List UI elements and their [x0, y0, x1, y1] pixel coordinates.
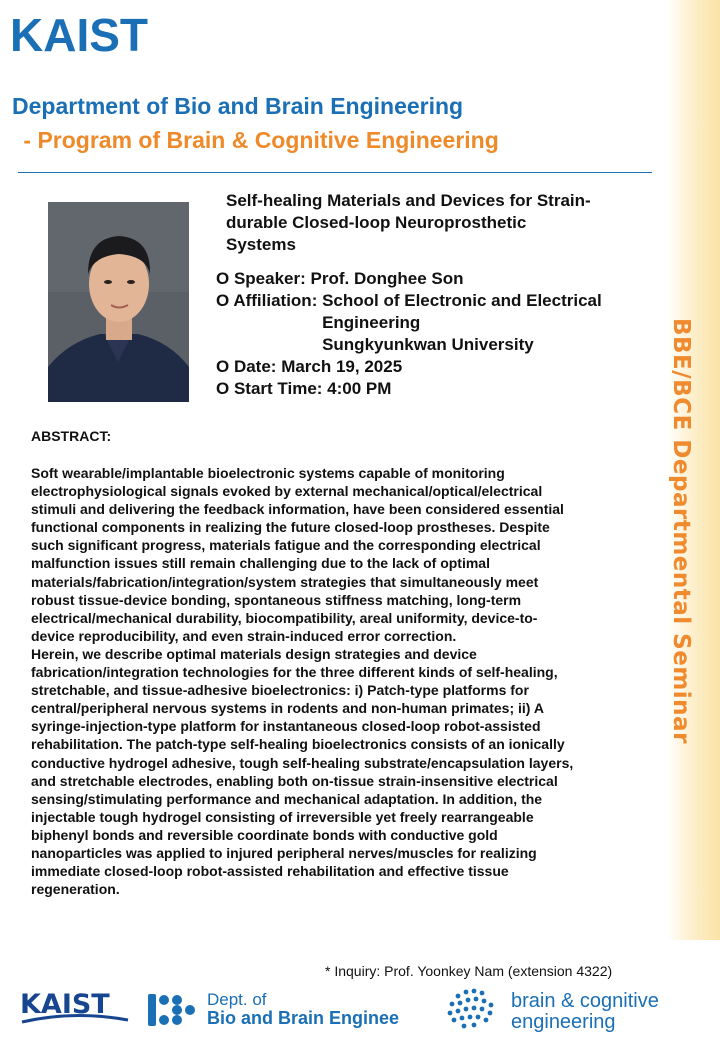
kaist-heading: KAIST — [10, 9, 148, 61]
abstract-line: injectable tough hydrogel consisting of irreversible yet freely rearrangeable — [31, 808, 534, 825]
abstract-line: immediate closed-loop robot-assisted rehabilitation and effective tissue — [31, 863, 509, 880]
abstract-line: device reproducibility, and even strain-induced error correction. — [31, 627, 457, 644]
kaist-logo-text: KAIST — [20, 989, 110, 1020]
date-value: March 19, 2025 — [281, 357, 403, 376]
affiliation-line: School of Electronic and Electrical — [322, 291, 602, 310]
department-title: Department of Bio and Brain Engineering — [12, 93, 464, 119]
abstract-heading: ABSTRACT: — [31, 428, 112, 444]
date-label: O Date: — [216, 357, 282, 376]
affiliation-label: O Affiliation: — [216, 291, 323, 310]
talk-title-line: Self-healing Materials and Devices for Strain- — [226, 191, 591, 210]
bce-logo-line1: brain & cognitive — [511, 990, 659, 1012]
dept-logo-line2: Bio and Brain Enginee — [207, 1008, 400, 1028]
abstract-line: Herein, we describe optimal materials design strategies and device — [31, 645, 477, 662]
dept-logo-icon — [146, 990, 200, 1035]
abstract-line: Soft wearable/implantable bioelectronic systems capable of monitoring — [31, 465, 505, 481]
affiliation-row — [216, 290, 602, 356]
abstract-line: electrical/mechanical durability, biocompatibility, areal uniformity, device-to- — [31, 609, 538, 626]
abstract-line: sensing/stimulating performance and mechanical adaptation. In addition, the — [31, 790, 543, 807]
speaker-row — [216, 268, 602, 290]
abstract-line: conductive hydrogel adhesive, tough self-healing substrate/encapsulation layers, — [31, 754, 574, 771]
affiliation-value — [322, 290, 602, 356]
talk-title-line: Systems — [226, 235, 296, 254]
bce-logo-line2: engineering — [511, 1011, 616, 1033]
abstract-line: stretchable, and tissue-adhesive bioelectronics: i) Patch-type platforms for — [31, 682, 529, 699]
affiliation-line: Sungkyunkwan University — [322, 335, 534, 354]
program-title: - Program of Brain & Cognitive Engineering — [17, 127, 499, 153]
header-divider — [18, 172, 652, 173]
abstract-line: electrophysiological signals evoked by external mechanical/optical/electrical — [31, 483, 543, 500]
abstract-line: rehabilitation. The patch-type self-healing bioelectronics consists of an ionically — [31, 736, 565, 753]
time-value: 4:00 PM — [327, 379, 392, 398]
abstract-line: robust tissue-device bonding, spontaneous stiffness matching, long-term — [31, 591, 522, 608]
abstract-line: biphenyl bonds and reversible coordinate bonds with conductive gold — [31, 826, 498, 843]
talk-title — [226, 190, 656, 256]
affiliation-line: Engineering — [322, 313, 421, 332]
abstract-body — [31, 464, 661, 898]
abstract-line: central/peripheral nervous systems in rodents and non-human primates; ii) A — [31, 700, 544, 717]
abstract-line: syringe-injection-type platform for instantaneous closed-loop robot-assisted — [31, 718, 541, 735]
abstract-line: materials/fabrication/integration/system strategies that simultaneously meet — [31, 573, 539, 590]
abstract-line: malfunction issues still remain challenging due to the lack of optimal — [31, 555, 490, 572]
speaker-label: O Speaker: — [216, 269, 311, 288]
kaist-logo — [16, 986, 131, 1030]
speaker-name: Prof. Donghee Son — [310, 269, 464, 288]
speaker-photo — [48, 202, 189, 402]
abstract-line: fabrication/integration technologies for the three different kinds of self-healing, — [31, 664, 558, 681]
side-banner-text: BBE/BCE Departmental Seminar — [668, 318, 694, 744]
time-label: O Start Time: — [216, 379, 328, 398]
abstract-line: functional components in realizing the future closed-loop prostheses. Despite — [31, 519, 550, 536]
abstract-line: stimuli and delivering the feedback information, have been considered essential — [31, 501, 564, 518]
time-row — [216, 378, 602, 400]
abstract-line: and stretchable electrodes, enabling both on-tissue strain-insensitive electrical — [31, 772, 558, 789]
abstract-line: regeneration. — [31, 881, 120, 898]
talk-title-line: durable Closed-loop Neuroprosthetic — [226, 213, 527, 232]
brain-logo-icon — [444, 986, 500, 1037]
date-row — [216, 356, 602, 378]
inquiry-contact: * Inquiry: Prof. Yoonkey Nam (extension 4322) — [325, 963, 613, 979]
dept-logo-line1: Dept. of — [207, 990, 267, 1009]
abstract-line: nanoparticles was applied to injured peripheral nerves/muscles for realizing — [31, 844, 537, 861]
talk-info — [216, 268, 602, 400]
abstract-line: such significant progress, materials fatigue and the corresponding electrical — [31, 537, 541, 554]
